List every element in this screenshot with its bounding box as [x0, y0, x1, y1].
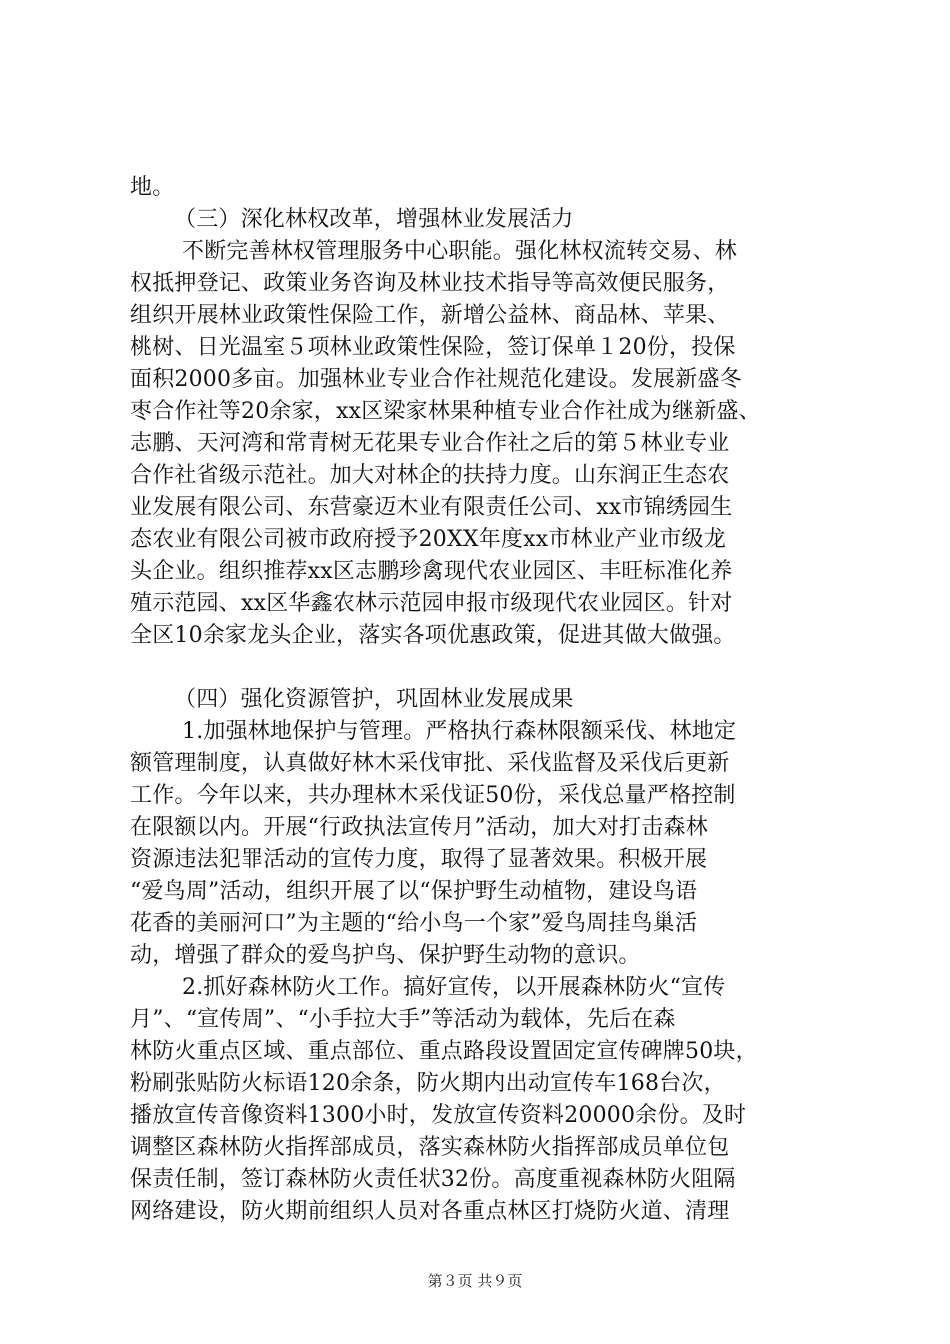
text-line: 枣合作社等20余家，xx区梁家林果种植专业合作社成为继新盛、	[130, 399, 761, 424]
text-line: 不断完善林权管理服务中心职能。强化林权流转交易、林	[182, 239, 738, 264]
text-line: 权抵押登记、政策业务咨询及林业技术指导等高效便民服务，	[130, 271, 730, 296]
text-line: 在限额以内。开展“行政执法宣传月”活动，加大对打击森林	[130, 815, 708, 840]
text-line: 播放宣传音像资料1300小时，发放宣传资料20000余份。及时	[130, 1103, 747, 1128]
text-line: 工作。今年以来，共办理林木采伐证50份，采伐总量严格控制	[130, 783, 736, 808]
text-line: 全区10余家龙头企业，落实各项优惠政策，促进其做大做强。	[130, 623, 736, 648]
text-line: 桃树、日光温室５项林业政策性保险，签订保单１20份，投保	[130, 335, 736, 360]
text-line: 粉刷张贴防火标语120余条，防火期内出动宣传车168台次，	[130, 1071, 726, 1096]
text-line: 花香的美丽河口”为主题的“给小鸟一个家”爱鸟周挂鸟巢活	[130, 911, 698, 936]
page-number: 第３页 共９页	[427, 1272, 523, 1290]
text-line: 1.加强林地保护与管理。严格执行森林限额采伐、林地定	[182, 719, 737, 744]
text-line: 业发展有限公司、东营豪迈木业有限责任公司、xx市锦绣园生	[130, 495, 733, 520]
text-line: 月”、“宣传周”、“小手拉大手”等活动为载体，先后在森	[130, 1007, 676, 1032]
text-line: 志鹏、天河湾和常青树无花果专业合作社之后的第５林业专业	[130, 431, 730, 456]
text-line: 保责任制，签订森林防火责任状32份。高度重视森林防火阻隔	[130, 1167, 736, 1192]
text-line: 额管理制度，认真做好林木采伐审批、采伐监督及采伐后更新	[130, 751, 730, 776]
text-line: 动，增强了群众的爱鸟护鸟、保护野生动物的意识。	[130, 943, 641, 968]
text-line: 调整区森林防火指挥部成员，落实森林防火指挥部成员单位包	[130, 1135, 730, 1160]
text-line: 林防火重点区域、重点部位、重点路段设置固定宣传碑牌50块，	[130, 1039, 758, 1064]
text-line: 殖示范园、xx区华鑫农林示范园申报市级现代农业园区。针对	[130, 591, 733, 616]
text-line: 合作社省级示范社。加大对林企的扶持力度。山东润正生态农	[130, 463, 730, 488]
document-body	[130, 172, 830, 1228]
text-line: 头企业。组织推荐xx区志鹏珍禽现代农业园区、丰旺标准化养	[130, 559, 733, 584]
text-line: 面积2000多亩。加强林业专业合作社规范化建设。发展新盛冬	[130, 367, 742, 392]
text-line: 网络建设，防火期前组织人员对各重点林区打烧防火道、清理	[130, 1199, 730, 1224]
text-line: 态农业有限公司被市政府授予20XX年度xx市林业产业市级龙	[130, 527, 726, 552]
text-line: 2.抓好森林防火工作。搞好宣传，以开展森林防火“宣传	[182, 975, 726, 1000]
text-line: 地。	[130, 175, 175, 200]
paragraph-gap	[130, 652, 830, 684]
text-line: 组织开展林业政策性保险工作，新增公益林、商品林、苹果、	[130, 303, 730, 328]
text-line: 资源违法犯罪活动的宣传力度，取得了显著效果。积极开展	[130, 847, 708, 872]
section-heading: （三）深化林权改革，增强林业发展活力	[174, 207, 574, 232]
page-footer	[0, 1270, 950, 1291]
section-heading: （四）强化资源管护，巩固林业发展成果	[174, 687, 574, 712]
text-line: “爱鸟周”活动，组织开展了以“保护野生动植物，建设鸟语	[130, 879, 698, 904]
